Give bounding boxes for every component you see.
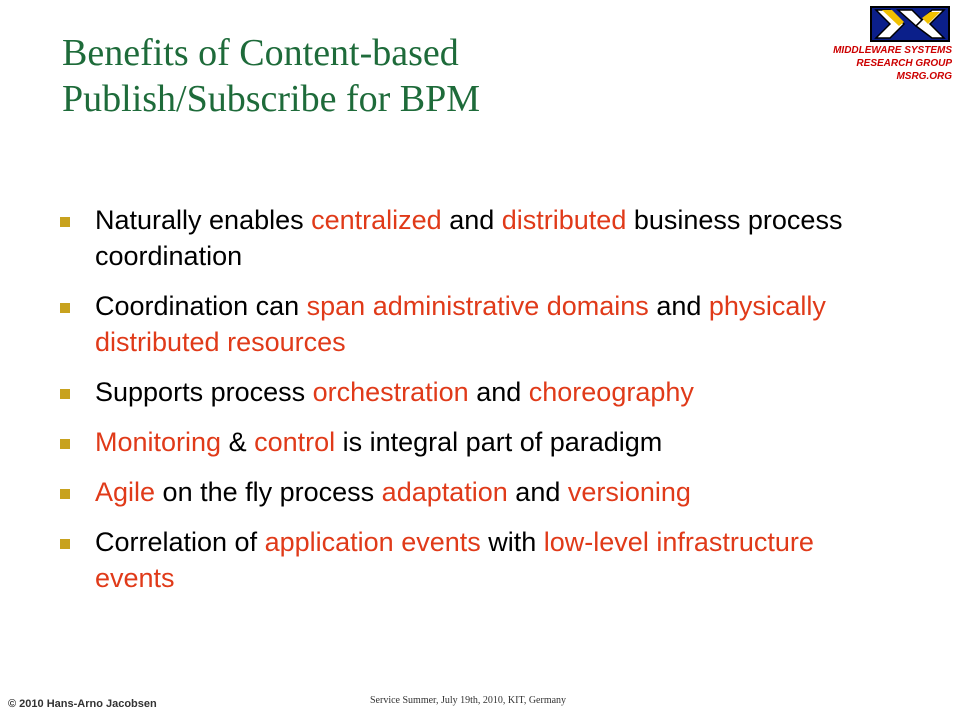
bullet-square-icon (60, 489, 70, 499)
bullet-item (60, 202, 880, 274)
highlighted-text: span administrative domains (306, 291, 649, 321)
bullet-text: Supports process (95, 377, 313, 407)
org-line-1: MIDDLEWARE SYSTEMS (833, 45, 952, 56)
bullet-list (60, 202, 880, 596)
bullet-text: & (221, 427, 255, 457)
msrg-logo-icon (870, 6, 950, 42)
highlighted-text: choreography (528, 377, 694, 407)
bullet-text: is integral part of paradigm (335, 427, 663, 457)
highlighted-text: versioning (567, 477, 691, 507)
bullet-item (60, 374, 880, 410)
bullet-item (60, 474, 880, 510)
highlighted-text: Monitoring (95, 427, 222, 457)
highlighted-text: adaptation (381, 477, 508, 507)
bullet-item (60, 524, 880, 596)
slide-title-line-2: Publish/Subscribe for BPM (62, 78, 481, 120)
bullet-text: Correlation of (95, 527, 265, 557)
bullet-text: on the fly process (155, 477, 382, 507)
footer-event-text: Service Summer, July 19th, 2010, KIT, Germany (370, 695, 567, 706)
highlighted-text: control (254, 427, 336, 457)
bullet-square-icon (60, 539, 70, 549)
highlighted-text: physically distributed resources (95, 291, 826, 357)
slide-title (62, 30, 742, 122)
bullet-text: and (468, 377, 529, 407)
highlighted-text: low-level infrastructure events (95, 527, 814, 593)
bullet-text: business process coordination (95, 205, 843, 271)
highlighted-text: orchestration (312, 377, 469, 407)
bullet-text: with (480, 527, 544, 557)
highlighted-text: centralized (311, 205, 442, 235)
bullet-square-icon (60, 439, 70, 449)
bullet-square-icon (60, 217, 70, 227)
bullet-text: Naturally enables (95, 205, 312, 235)
highlighted-text: Agile (95, 477, 156, 507)
bullet-text: Coordination can (95, 291, 307, 321)
bullet-text: and (507, 477, 568, 507)
bullet-text: and (441, 205, 502, 235)
bullet-item (60, 424, 880, 460)
org-line-2: RESEARCH GROUP (856, 58, 952, 69)
research-group-label (833, 44, 952, 83)
bullet-text: and (648, 291, 709, 321)
bullet-square-icon (60, 303, 70, 313)
slide-title-line-1: Benefits of Content-based (62, 32, 459, 74)
bullet-square-icon (60, 389, 70, 399)
org-line-3: MSRG.ORG (896, 71, 952, 82)
bullet-item (60, 288, 880, 360)
highlighted-text: application events (264, 527, 481, 557)
copyright-notice: © 2010 Hans-Arno Jacobsen (8, 698, 157, 710)
highlighted-text: distributed (501, 205, 627, 235)
